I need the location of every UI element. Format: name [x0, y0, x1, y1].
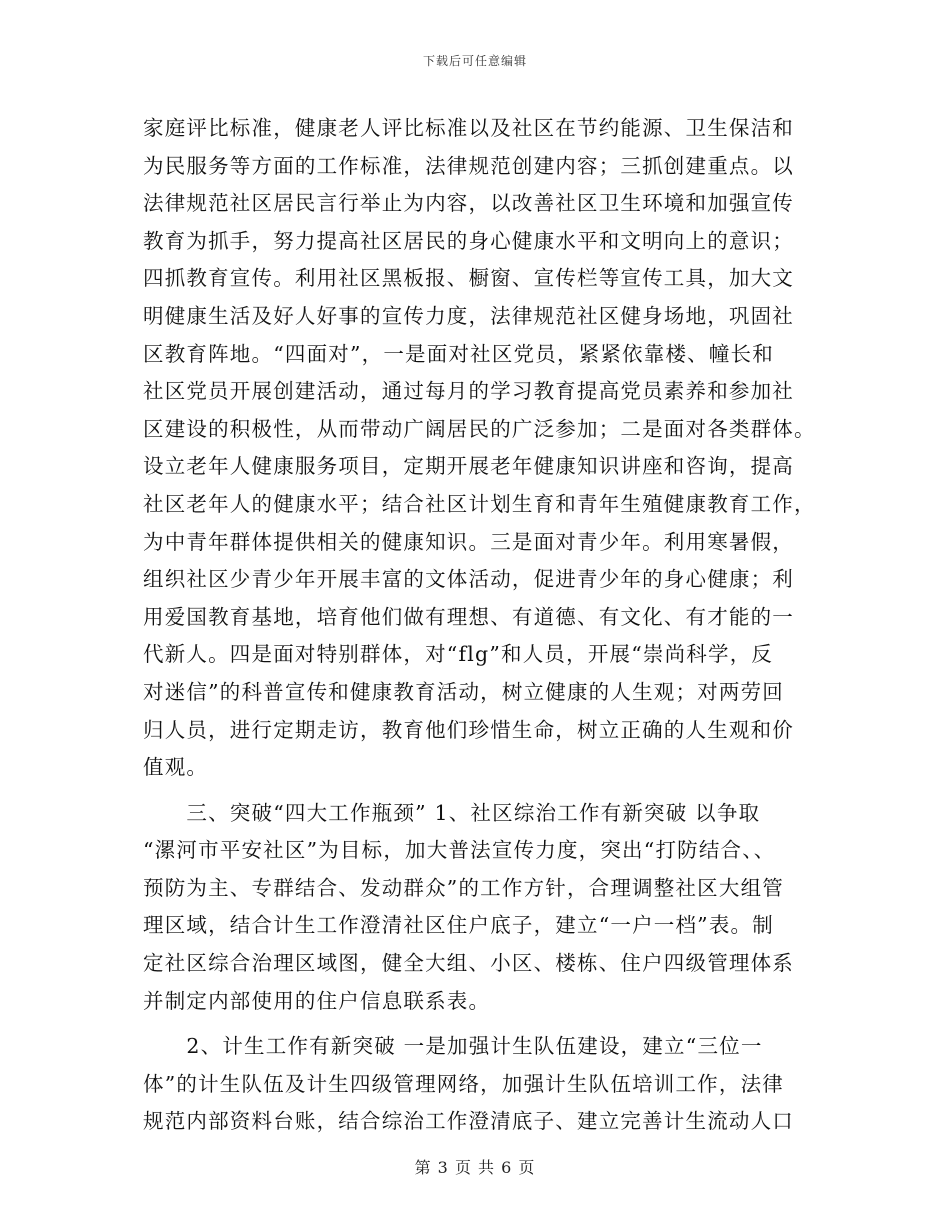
page-footer: 第 3 页 共 6 页 — [414, 1158, 536, 1177]
text-line: 教育为抓手，努力提高社区居民的身心健康水平和文明向上的意识； — [143, 228, 794, 253]
text-line: 体”的计生队伍及计生四级管理网络，加强计生队伍培训工作，法律 — [143, 1071, 784, 1096]
text-line: 区建设的积极性，从而带动广阔居民的广泛参加；二是面对各类群体。 — [143, 416, 816, 441]
text-line: “漯河市平安社区”为目标，加大普法宣传力度，突出“打防结合、、 — [143, 838, 776, 863]
text-line: 为民服务等方面的工作标准，法律规范创建内容；三抓创建重点。以 — [143, 153, 794, 178]
text-line: 理区域，结合计生工作澄清社区住户底子，建立“一户一档”表。制 — [143, 913, 774, 938]
text-line: 用爱国教育基地，培育他们做有理想、有道德、有文化、有才能的一 — [143, 604, 794, 629]
text-line: 法律规范社区居民言行举止为内容，以改善社区卫生环境和加强宣传 — [143, 191, 794, 216]
text-line: 四抓教育宣传。利用社区黑板报、橱窗、宣传栏等宣传工具，加大文 — [143, 266, 794, 291]
text-line: 归人员，进行定期走访，教育他们珍惜生命，树立正确的人生观和价 — [143, 717, 794, 742]
text-line: 组织社区少青少年开展丰富的文体活动，促进青少年的身心健康；利 — [143, 567, 794, 592]
text-line: 并制定内部使用的住户信息联系表。 — [143, 988, 491, 1013]
paragraph-2 — [143, 795, 813, 1021]
text-line: 对迷信”的科普宣传和健康教育活动，树立健康的人生观；对两劳回 — [143, 679, 784, 704]
text-line: 社区党员开展创建活动，通过每月的学习教育提高党员素养和参加社 — [143, 379, 794, 404]
text-line: 明健康生活及好人好事的宣传力度，法律规范社区健身场地，巩固社 — [143, 303, 794, 328]
paragraph-3 — [143, 1028, 813, 1141]
document-body — [143, 110, 816, 1141]
text-line: 2、计生工作有新突破 一是加强计生队伍建设，建立“三位一 — [143, 1034, 763, 1059]
text-line: 区教育阵地。“四面对”，一是面对社区党员，紧紧依靠楼、幢长和 — [143, 341, 774, 366]
text-line: 定社区综合治理区域图，健全大组、小区、楼栋、住户四级管理体系 — [143, 951, 794, 976]
text-line: 家庭评比标准，健康老人评比标准以及社区在节约能源、卫生保洁和 — [143, 116, 794, 140]
page-header: 下载后可任意编辑 — [422, 54, 527, 68]
text-line: 规范内部资料台账，结合综治工作澄清底子、建立完善计生流动人口 — [143, 1109, 794, 1134]
text-line: 设立老年人健康服务项目，定期开展老年健康知识讲座和咨询，提高 — [143, 454, 794, 479]
text-line: 代新人。四是面对特别群体，对“flg”和人员，开展“崇尚科学，反 — [143, 642, 774, 667]
text-line: 预防为主、专群结合、发动群众”的工作方针，合理调整社区大组管 — [143, 875, 784, 900]
paragraph-1 — [143, 110, 816, 787]
text-line: 值观。 — [143, 755, 209, 780]
text-line: 社区老年人的健康水平；结合社区计划生育和青年生殖健康教育工作， — [143, 491, 816, 516]
text-line: 为中青年群体提供相关的健康知识。三是面对青少年。利用寒暑假， — [143, 529, 794, 554]
text-line: 三、突破“四大工作瓶颈” 1、社区综治工作有新突破 以争取 — [143, 800, 761, 825]
